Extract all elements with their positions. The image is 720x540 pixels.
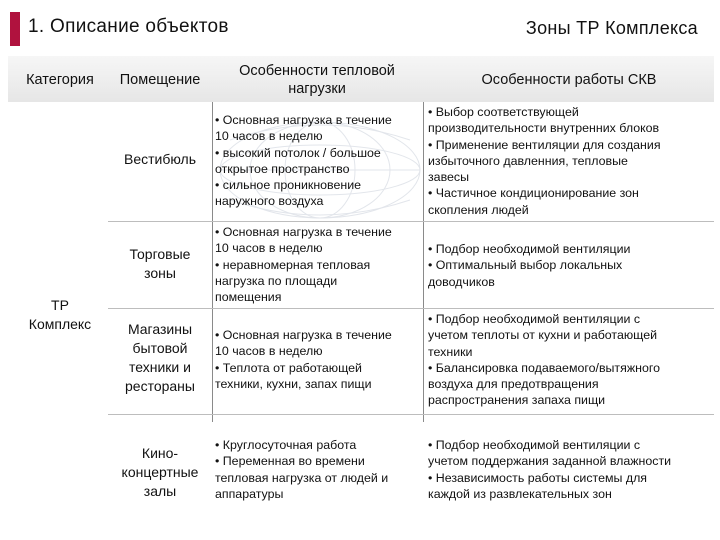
heat-load-line: • Круглосуточная работа xyxy=(215,438,357,452)
hvac-line: распространения запаха пищи xyxy=(428,393,606,408)
hvac-line: • Оптимальный выбор локальных xyxy=(428,258,623,273)
hvac-line: • Балансировка подаваемого/вытяжного xyxy=(428,360,660,375)
page-subtitle: Зоны ТР Комплекса xyxy=(525,18,698,38)
column-header-room: Помещение xyxy=(119,72,201,88)
heat-load-line: наружного воздуха xyxy=(215,194,324,209)
hvac-line: • Подбор необходимой вентиляции xyxy=(428,242,631,256)
hvac-line: • Независимость работы системы для xyxy=(428,470,648,485)
hvac-line: избыточного давленния, тепловые xyxy=(428,153,628,168)
column-divider xyxy=(212,102,213,422)
hvac-line: производительности внутренних блоков xyxy=(428,121,660,136)
room-name-line: Кино- xyxy=(141,445,179,461)
hvac-line: • Подбор необходимой вентиляции с xyxy=(428,438,641,452)
hvac-line: завесы xyxy=(428,170,470,185)
column-header-hvac: Особенности работы СКВ xyxy=(481,72,657,88)
heat-load-cell xyxy=(215,112,421,210)
room-name xyxy=(108,320,212,396)
hvac-line: учетом теплоты от кухни и работающей xyxy=(428,328,658,343)
heat-load-line: открытое пространство xyxy=(215,161,350,176)
hvac-line: • Выбор соответствующей xyxy=(428,105,579,119)
room-name-line: залы xyxy=(143,483,177,499)
hvac-line: скопления людей xyxy=(428,202,529,217)
heat-load-line: тепловая нагрузка от людей и xyxy=(215,470,389,485)
heat-load-line: техники, кухни, запах пищи xyxy=(215,376,372,391)
room-name-line: Вестибюль xyxy=(123,151,197,167)
heat-load-line: • Основная нагрузка в течение xyxy=(215,113,392,127)
heat-load-cell xyxy=(215,437,421,502)
heat-load-line: • Теплота от работающей xyxy=(215,360,362,375)
heat-load-line: 10 часов в неделю xyxy=(215,241,323,256)
hvac-line: • Частичное кондиционирование зон xyxy=(428,186,639,201)
category-label-line: ТР xyxy=(51,297,69,313)
column-header-heat-load xyxy=(212,62,422,98)
heat-load-line: • высокий потолок / большое xyxy=(215,145,381,160)
hvac-cell xyxy=(428,311,716,409)
room-name-line: рестораны xyxy=(125,378,195,394)
row-divider xyxy=(108,221,714,222)
column-divider xyxy=(423,102,424,422)
hvac-line: каждой из развлекательных зон xyxy=(428,486,612,501)
hvac-cell xyxy=(428,241,716,290)
hvac-cell xyxy=(428,437,716,502)
room-name xyxy=(108,150,212,169)
column-header-category: Категория xyxy=(26,72,94,88)
hvac-line: • Подбор необходимой вентиляции с xyxy=(428,312,641,326)
heat-load-line: • Основная нагрузка в течение xyxy=(215,225,392,239)
heat-load-line: • Переменная во времени xyxy=(215,454,365,469)
heat-load-cell xyxy=(215,224,421,305)
hvac-line: учетом поддержания заданной влажности xyxy=(428,454,672,469)
column-header-heat-load-line: Особенности тепловой xyxy=(239,63,395,79)
column-header-heat-load-line: нагрузки xyxy=(288,81,346,97)
page-title: 1. Описание объектов xyxy=(28,16,229,37)
heat-load-line: аппаратуры xyxy=(215,486,284,501)
heat-load-line: нагрузка по площади xyxy=(215,273,338,288)
hvac-line: • Применение вентиляции для создания xyxy=(428,137,661,152)
heat-load-line: • Основная нагрузка в течение xyxy=(215,328,392,342)
hvac-line: техники xyxy=(428,344,473,359)
heat-load-line: 10 часов в неделю xyxy=(215,344,323,359)
title-accent-bar xyxy=(10,12,20,46)
room-name-line: техники и xyxy=(129,359,191,375)
room-name-line: Торговые xyxy=(129,246,191,262)
row-divider xyxy=(108,414,714,415)
room-name xyxy=(108,444,212,501)
room-name-line: бытовой xyxy=(132,340,188,356)
heat-load-line: • сильное проникновение xyxy=(215,178,362,193)
row-divider xyxy=(108,308,714,309)
room-name-line: Магазины xyxy=(127,321,193,337)
heat-load-line: 10 часов в неделю xyxy=(215,129,323,144)
room-name-line: зоны xyxy=(144,265,176,281)
room-name-line: концертные xyxy=(121,464,199,480)
room-name xyxy=(108,245,212,283)
heat-load-cell xyxy=(215,327,421,392)
heat-load-line: • неравномерная тепловая xyxy=(215,257,371,272)
hvac-cell xyxy=(428,104,716,218)
category-label-line: Комплекс xyxy=(28,316,92,332)
hvac-line: воздуха для предотвращения xyxy=(428,377,599,392)
category-label xyxy=(14,296,106,334)
heat-load-line: помещения xyxy=(215,290,282,305)
hvac-line: доводчиков xyxy=(428,274,495,289)
